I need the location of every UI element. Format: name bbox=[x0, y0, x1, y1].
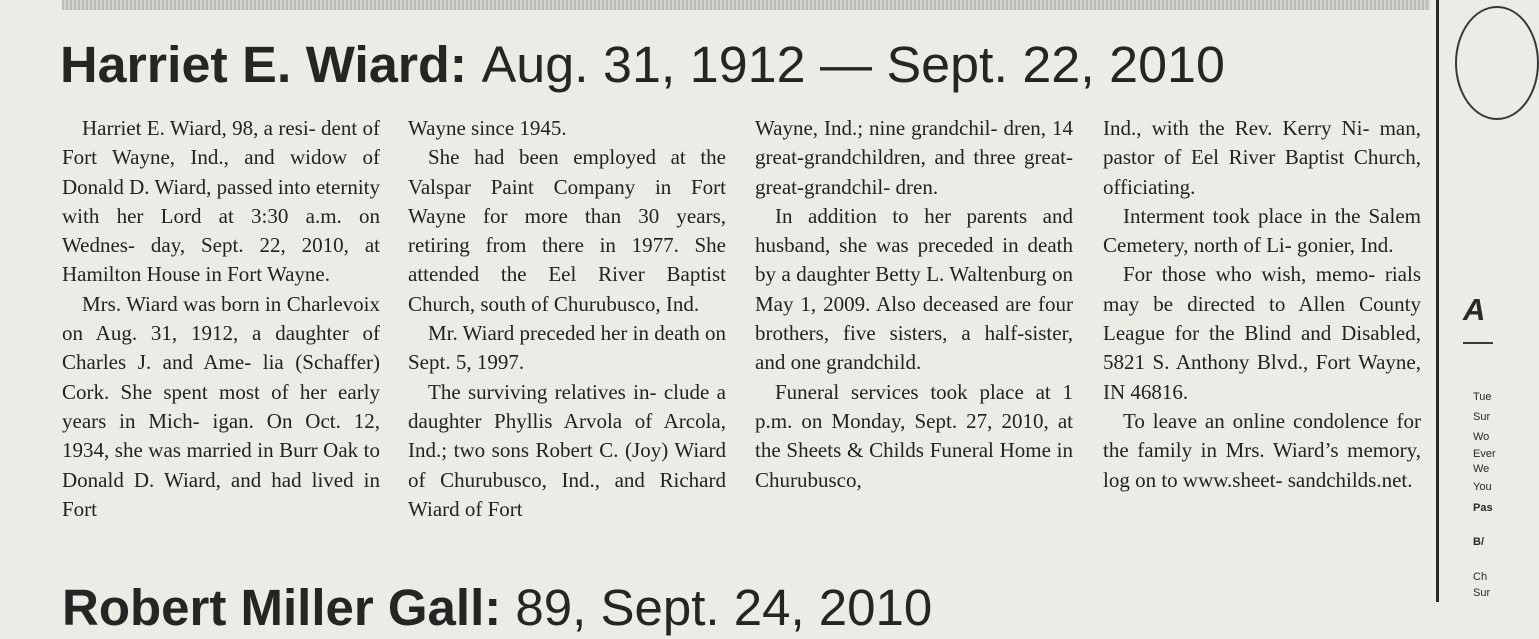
sidebar-fragment: Wo bbox=[1473, 431, 1490, 443]
paragraph bbox=[1103, 260, 1421, 406]
sidebar-fragment: B/ bbox=[1473, 536, 1484, 548]
text-line: Salem Cemetery, north of Li- bbox=[1103, 203, 1421, 258]
text-line: Funeral Home in Churubusco, bbox=[755, 438, 1074, 492]
text-line: at 1 p.m. on Monday, Sept. 27, bbox=[755, 379, 1074, 433]
text-line: 2010, at the Sheets & Childs bbox=[755, 408, 1073, 463]
text-line: grandchild. bbox=[826, 350, 922, 375]
paragraph bbox=[408, 114, 726, 143]
text-line: Interment took place in the bbox=[1123, 203, 1361, 228]
text-line: sandchilds.net. bbox=[1287, 467, 1413, 492]
paragraph bbox=[1103, 202, 1421, 261]
headline-name: Harriet E. Wiard: bbox=[60, 36, 468, 93]
text-line: and Disabled, 5821 S. Anthony bbox=[1103, 321, 1422, 375]
sidebar-rule bbox=[1463, 342, 1493, 344]
text-line: rials may be directed to Allen bbox=[1103, 262, 1422, 316]
paragraph bbox=[1103, 114, 1421, 202]
headline-dates: Aug. 31, 1912 — Sept. 22, 2010 bbox=[481, 36, 1225, 93]
text-line: lia (Schaffer) Cork. She spent bbox=[62, 350, 380, 404]
text-line: attended the Eel River Baptist bbox=[408, 262, 726, 287]
text-line: gonier, Ind. bbox=[1297, 233, 1394, 258]
text-line: In addition to her parents and bbox=[775, 203, 1073, 228]
paragraph bbox=[755, 114, 1073, 202]
next-headline-name: Robert Miller Gall: bbox=[62, 579, 502, 636]
text-line: death on Sept. 5, 1997. bbox=[408, 321, 726, 375]
text-line: of Arcola, Ind.; two sons Robert bbox=[408, 408, 726, 463]
text-line: D. Wiard, and had lived in Fort bbox=[62, 467, 380, 521]
text-line: She had been employed at the bbox=[428, 145, 726, 170]
text-line: Mrs. Wiard was born in bbox=[82, 291, 282, 316]
text-line: five sisters, a half-sister, and one bbox=[755, 321, 1073, 375]
text-line: for the family in Mrs. Wiard’s bbox=[1103, 408, 1422, 463]
obituary-headline bbox=[60, 34, 1225, 96]
text-line: widow of Donald D. Wiard, bbox=[62, 145, 380, 199]
text-line: House in Fort Wayne. bbox=[146, 262, 330, 287]
text-line: Wayne for more than 30 years, bbox=[408, 203, 726, 228]
text-line: dren, 14 great-grandchildren, bbox=[755, 116, 1074, 170]
text-line: memory, log on to www.sheet- bbox=[1103, 438, 1421, 492]
previous-article-edge bbox=[62, 0, 1430, 10]
paragraph bbox=[755, 202, 1073, 378]
text-line: dren. bbox=[895, 174, 939, 199]
adjacent-sidebar bbox=[1439, 0, 1496, 602]
text-line: For those who wish, memo- bbox=[1123, 262, 1376, 287]
text-line: husband, she was preceded in bbox=[755, 233, 1019, 258]
sidebar-fragment: Pas bbox=[1473, 502, 1493, 514]
text-line: Lord at 3:30 a.m. on Wednes- bbox=[62, 203, 381, 258]
text-line: C. (Joy) Wiard of Churubusco, bbox=[408, 438, 726, 492]
paragraph bbox=[408, 143, 726, 319]
text-line: and three great-great-grandchil- bbox=[755, 145, 1073, 199]
text-line: clude a daughter Phyllis Arvola bbox=[408, 379, 727, 433]
text-line: married in Burr Oak to Donald bbox=[62, 438, 381, 492]
text-line: Ind., with the Rev. Kerry Ni- bbox=[1103, 116, 1370, 140]
paragraph bbox=[408, 378, 726, 524]
sidebar-circle-graphic bbox=[1455, 6, 1539, 120]
text-line: Harriet E. Wiard, 98, a resi- bbox=[82, 116, 316, 140]
sidebar-fragment: Ever bbox=[1473, 448, 1496, 460]
article-column-4 bbox=[1103, 114, 1421, 495]
text-line: Blvd., Fort Wayne, IN 46816. bbox=[1103, 350, 1421, 404]
article-column-2 bbox=[408, 114, 726, 524]
text-line: most of her early years in Mich- bbox=[62, 379, 381, 433]
text-line: day, Sept. 22, 2010, at Hamilton bbox=[62, 233, 380, 287]
sidebar-fragment: Sur bbox=[1473, 411, 1491, 423]
text-line: daughter of Charles J. and Ame- bbox=[62, 321, 381, 375]
text-line: dent of Fort Wayne, Ind., and bbox=[62, 116, 380, 170]
text-line: passed into eternity with her bbox=[62, 174, 380, 228]
paragraph bbox=[1103, 407, 1421, 495]
sidebar-fragment: We bbox=[1473, 463, 1490, 475]
sidebar-fragment: You bbox=[1473, 481, 1492, 493]
paragraph bbox=[408, 319, 726, 378]
next-headline-dates: 89, Sept. 24, 2010 bbox=[515, 579, 933, 636]
text-line: Church, officiating. bbox=[1103, 145, 1421, 199]
paragraph bbox=[62, 114, 380, 290]
text-line: Charlevoix on Aug. 31, 1912, a bbox=[62, 291, 380, 346]
text-line: death by a daughter Betty L. bbox=[755, 233, 1073, 287]
text-line: The surviving relatives in- bbox=[428, 379, 657, 404]
text-line: Funeral services took place bbox=[775, 379, 1024, 404]
text-line: Wayne, Ind.; nine grandchil- bbox=[755, 116, 998, 140]
text-line: retiring from there in 1977. She bbox=[408, 233, 726, 258]
sidebar-fragment: Sur bbox=[1473, 587, 1491, 599]
text-line: Ind. bbox=[665, 291, 700, 316]
paragraph bbox=[755, 378, 1073, 495]
sidebar-heading-letter: A bbox=[1463, 292, 1486, 327]
article-column-3 bbox=[755, 114, 1073, 495]
next-obituary-headline bbox=[62, 577, 932, 639]
sidebar-fragment: Tue bbox=[1473, 391, 1492, 403]
text-line: igan. On Oct. 12, 1934, she was bbox=[62, 408, 380, 463]
text-line: Waltenburg on May 1, 2009. bbox=[755, 262, 1073, 316]
article-column-1 bbox=[62, 114, 380, 524]
sidebar-fragment: Ch bbox=[1473, 571, 1488, 583]
paragraph bbox=[62, 290, 380, 524]
text-line: Ind., and Richard Wiard of Fort bbox=[408, 467, 727, 521]
text-line: Valspar Paint Company in Fort bbox=[408, 174, 726, 199]
text-line: County League for the Blind bbox=[1103, 291, 1422, 346]
text-line: Church, south of Churubusco, bbox=[408, 291, 661, 316]
text-line: Wayne since 1945. bbox=[408, 116, 567, 140]
text-line: man, pastor of Eel River Baptist bbox=[1103, 116, 1421, 170]
text-line: Also deceased are four brothers, bbox=[755, 291, 1073, 346]
text-line: To leave an online condolence bbox=[1123, 408, 1389, 433]
text-line: Mr. Wiard preceded her in bbox=[428, 321, 649, 346]
